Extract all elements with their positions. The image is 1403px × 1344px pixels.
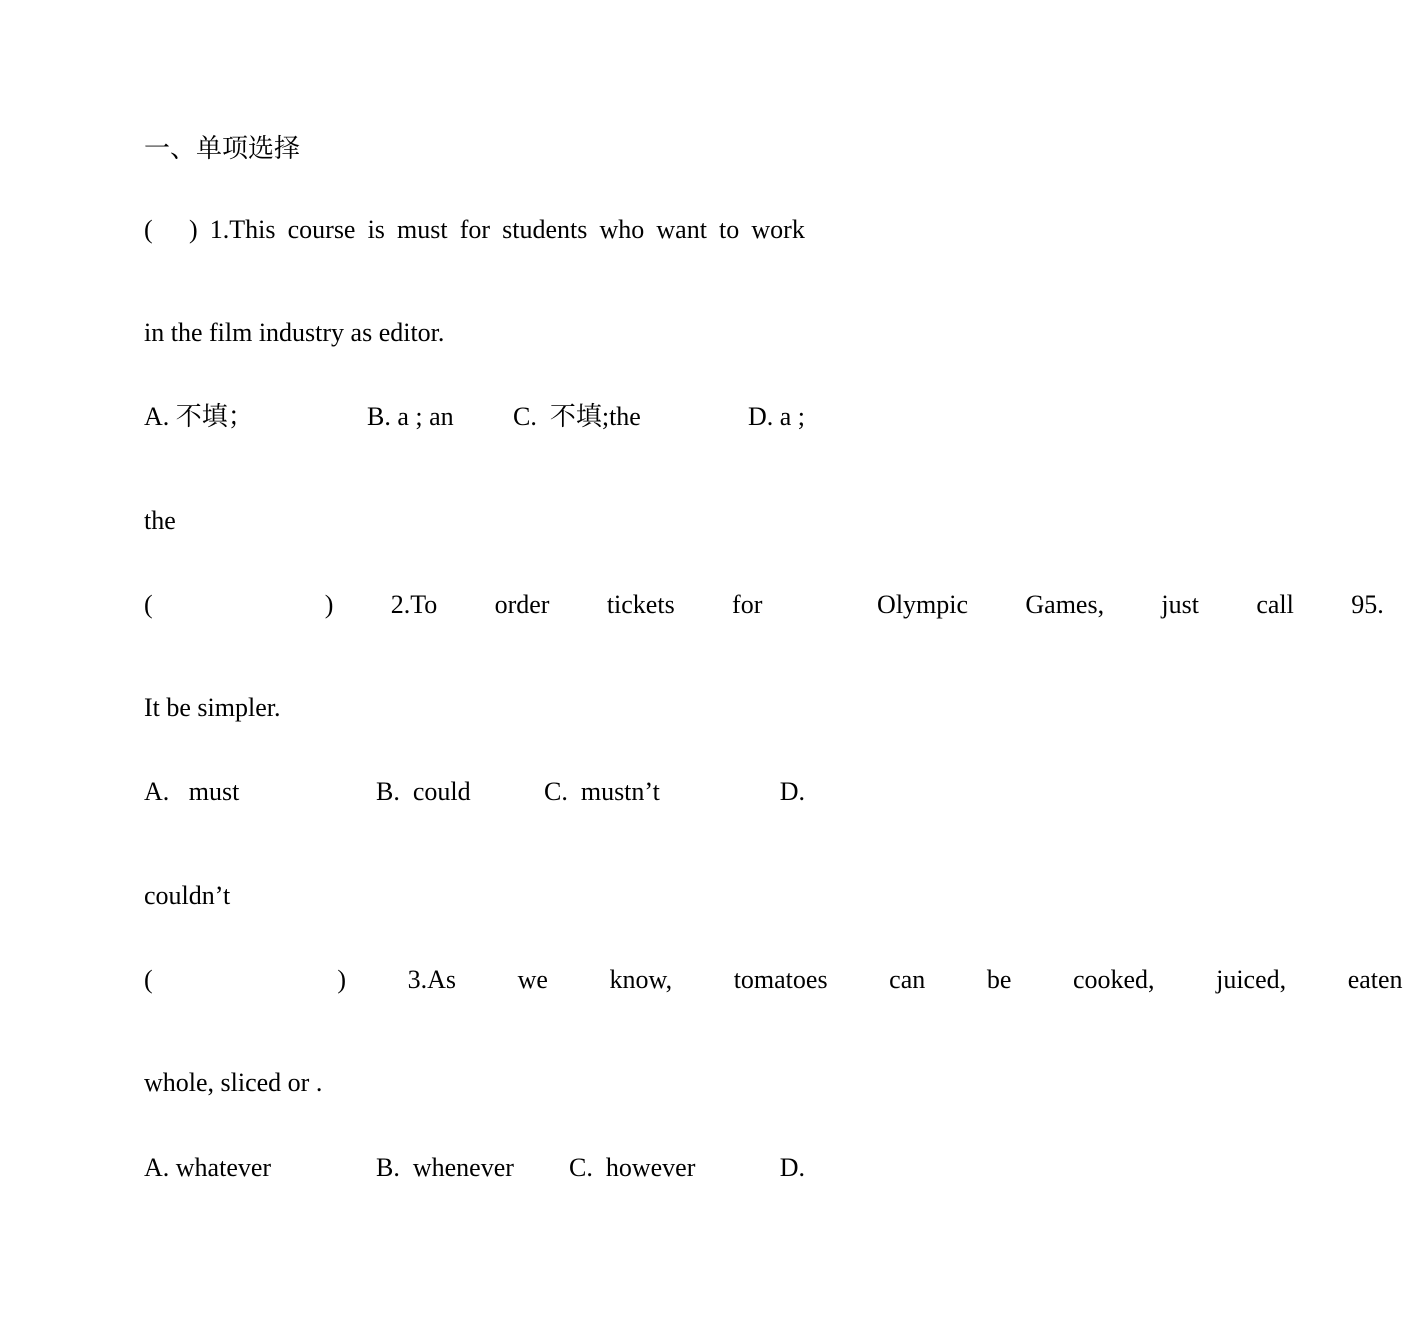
question-2-stem-line-2: It be simpler. (144, 693, 281, 722)
question-2-options-wrap: couldn’t (144, 881, 231, 910)
option-c: C. mustn’t (544, 777, 660, 806)
question-1-stem-line-1 (144, 212, 805, 248)
question-3-stem-line-1 (144, 962, 1403, 998)
question-3-stem-line-2: whole, sliced or . (144, 1068, 323, 1097)
option-c: C. however (569, 1153, 696, 1182)
question-1-options (144, 399, 805, 435)
question-3-stem-text: ( ) 3.As we know, tomatoes can be cooked, juiced, eaten (144, 965, 1403, 994)
question-1-stem-line-2: in the film industry as editor. (144, 318, 445, 347)
option-d: D. a ; (747, 402, 805, 431)
question-2-stem-line-1 (144, 587, 1384, 623)
option-a: A. must (144, 777, 240, 806)
option-b: B. a ; an (367, 402, 454, 431)
question-1-options-wrap: the (144, 506, 176, 535)
option-b: B. could (376, 777, 471, 806)
question-2-stem-text: ( ) 2.To order tickets for Olympic Games, just call 95. (144, 590, 1384, 619)
option-d: D. (779, 1153, 805, 1182)
option-a: A. whatever (144, 1153, 272, 1182)
option-c: C. 不填;the (513, 402, 641, 431)
question-1-stem-text: ( ) 1.This course is must for students who want to work (144, 215, 805, 244)
section-title: 一、单项选择 (144, 134, 301, 163)
question-2-options (144, 774, 805, 810)
option-a: A. 不填； (144, 402, 254, 431)
question-3-options (144, 1150, 805, 1186)
option-d: D. (779, 777, 805, 806)
option-b: B. whenever (376, 1153, 514, 1182)
